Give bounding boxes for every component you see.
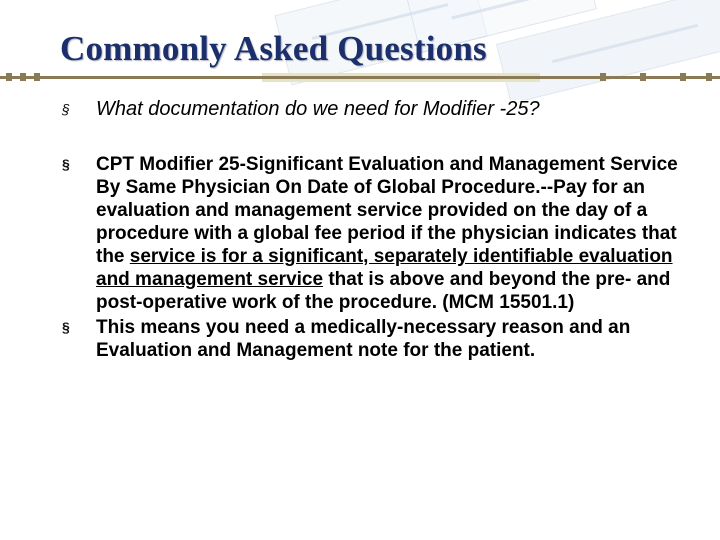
slide-title: Commonly Asked Questions [60, 29, 487, 68]
bullet-explanation [62, 316, 682, 362]
bullet-text: What documentation do we need for Modifier -25? [96, 98, 540, 120]
bullet-question [62, 97, 682, 121]
bullet-marker: § [62, 101, 70, 117]
bullet-answer [62, 153, 682, 314]
bullet-text-part: CPT Modifier 25-Significant Evaluation and Management Service By Same Physician On Date of Global Procedure.--Pay for an evaluation and management service provided on the day of a procedure with a global fee period if the physician indicates that the [96, 154, 678, 267]
bullet-text: This means you need a medically-necessary reason and an Evaluation and Management note for the patient. [96, 317, 631, 361]
bullet-marker: § [62, 319, 70, 335]
slide-body [62, 97, 682, 362]
title-divider-dots [0, 73, 720, 81]
underlined-phrase: service is for a significant, separately identifiable evaluation and management service [96, 246, 673, 290]
bullet-marker: § [62, 156, 70, 172]
bullet-text [96, 154, 678, 313]
bullet-text-part: that is above and beyond the pre- and post-operative work of the procedure. (MCM 15501.1) [96, 269, 671, 313]
